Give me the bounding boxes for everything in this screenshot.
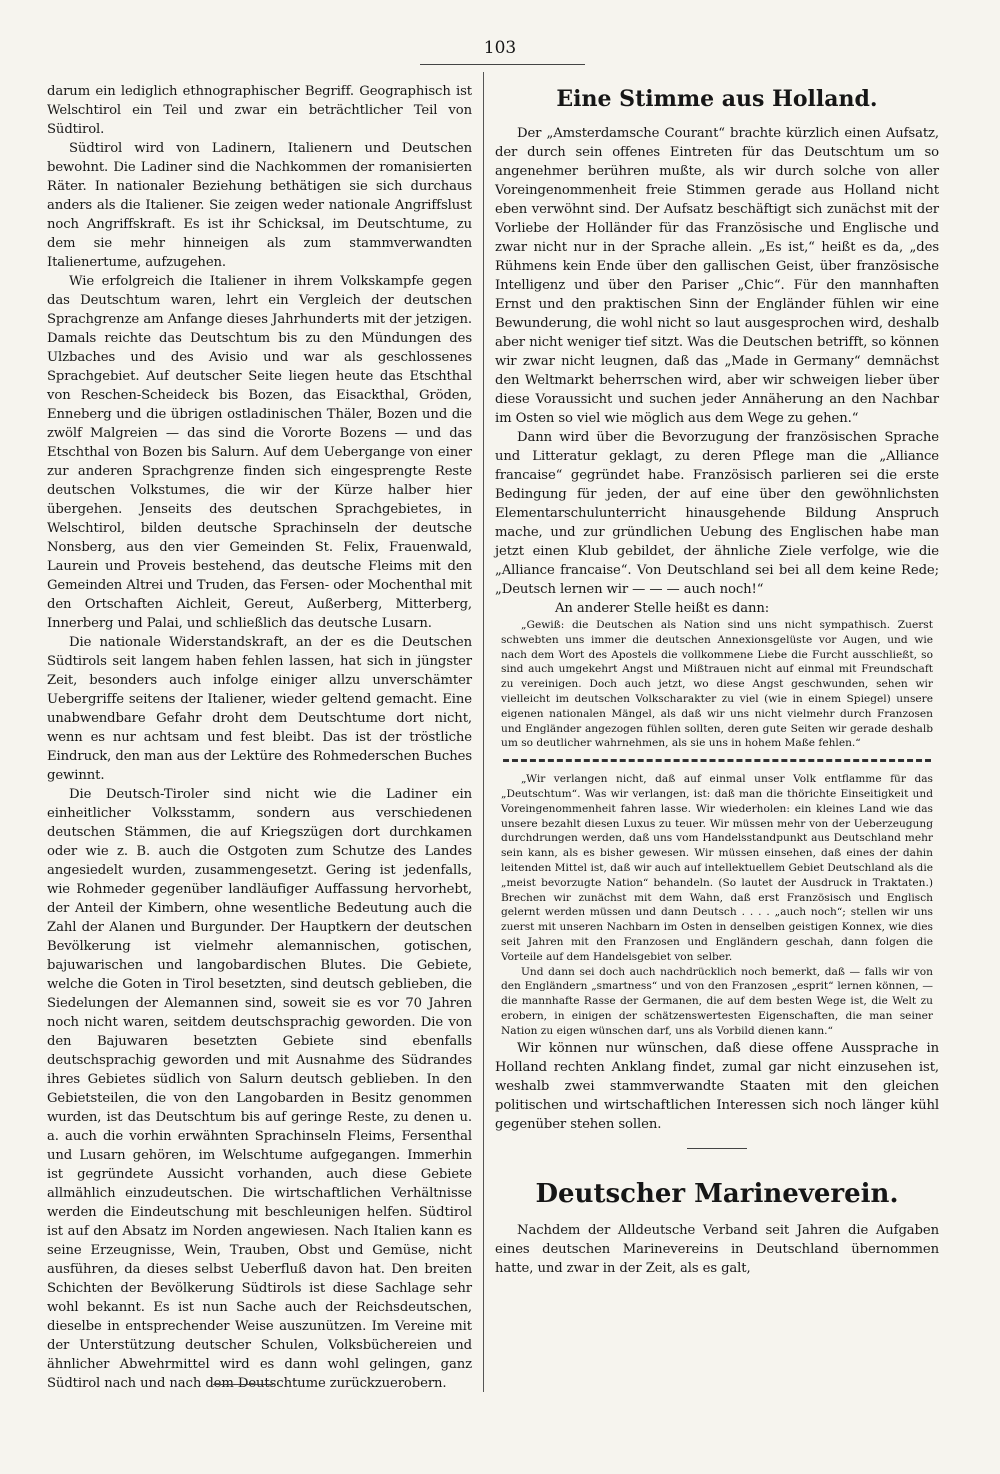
holland-closing-paragraph: Wir können nur wünschen, daß diese offene Aussprache in Holland rechten Anklang findet, zumal gar nicht einzusehen ist, weshalb zwei stammverwandte Staaten mit den gleichen politischen und wirtschaftlichen Interessen sich noch länger kühl gegenüber stehen sollen. <box>495 1040 939 1132</box>
right-column <box>495 82 939 1402</box>
section-end-rule <box>687 1148 747 1149</box>
holland-quote-2b: Und dann sei doch auch nachdrücklich noch bemerkt, daß — falls wir von den Engländern „smartness“ und von den Franzosen „esprit“ lernen können, — die mannhafte Rasse der Germanen, die auf dem besten Wege ist, die Welt zu erobern, in einigen der schätzenswertesten Eigenschaften, die man seiner Nation zu eigen wünschen darf, uns als Vorbild dienen kann.“ <box>501 965 933 1037</box>
left-paragraph-3: Wie erfolgreich die Italiener in ihrem Volkskampfe gegen das Deutschtum waren, lehrt ein Vergleich der deutschen Sprachgrenze am Anfange dieses Jahrhunderts mit der jetzigen. Damals reichte das Deutschtum bis zu den Mündungen des Ulzbaches und des Avisio und war als geschlossenes Sprachgebiet. Auf deutscher Seite liegen heute das Etschthal von Reschen-Scheideck bis Bozen, das Eisackthal, Gröden, Enneberg und die übrigen ostladinischen Thäler, Bozen und die zwölf Malgreien — das sind die Vororte Bozens — und das Etschthal von Bozen bis Salurn. Auf dem Uebergange von einer zur anderen Sprachgrenze finden sich eingesprengte Reste deutschen Volkstumes, die wir der Kürze halber hier übergehen. Jenseits des deutschen Sprachgebietes, in Welschtirol, bilden deutsche Sprachinseln der deutsche Nonsberg, aus den vier Gemeinden St. Felix, Frauenwald, Laurein und Proveis bestehend, das deutsche Fleims mit den Gemeinden Altrei und Truden, das Fersen- oder Mochenthal mit den Ortschaften Aichleit, Gereut, Außerberg, Mitterberg, Innerberg und Palai, und schließlich das deutsche Lusarn. <box>47 274 472 631</box>
left-paragraph-5: Die Deutsch-Tiroler sind nicht wie die Ladiner ein einheitlicher Volksstamm, sondern aus verschiedenen deutschen Stämmen, die auf Kriegszügen dort durchkamen oder wie z. B. auch die Ostgoten zum Schutze des Landes angesiedelt wurden, zusammengesetzt. Gering ist jedenfalls, wie Rohmeder gegenüber landläufiger Auffassung hervorhebt, der Anteil der Kimbern, ohne wesentliche Bedeutung auch die Zahl der Alanen und Burgunder. Der Hauptkern der deutschen Bevölkerung ist vielmehr alemannischen, gotischen, bajuwarischen und langobardischen Blutes. Die Gebiete, welche die Goten in Tirol besetzten, sind deutsch geblieben, die Siedelungen der Alemannen sind, soweit sie es vor 70 Jahren noch nicht waren, seitdem deutschsprachig geworden. Die von den Bajuwaren besetzten Gebiete sind ebenfalls deutschsprachig geworden und mit Ausnahme des Südrandes ihres Gebietes südlich von Salurn deutsch geblieben. In den Gebietsteilen, die von den Langobarden in Besitz genommen wurden, ist das Deutschtum bis auf geringe Reste, zu denen u. a. auch die vorhin erwähnten Sprachinseln Fleims, Fersenthal und Lusarn gehören, im Welschtume aufgegangen. Immerhin ist gegründete Aussicht vorhanden, auch diese Gebiete allmählich einzudeutschen. Die wirtschaftlichen Verhältnisse werden die Eindeutschung mit beschleunigen helfen. Südtirol ist auf den Absatz im Norden angewiesen. Nach Italien kann es seine Erzeugnisse, Wein, Trauben, Obst und Gemüse, nicht ausführen, da dieses selbst Ueberfluß davon hat. Den breiten Schichten der Bevölkerung Südtirols ist diese Sachlage sehr wohl bekannt. Es ist nun Sache auch der Reichsdeutschen, dieselbe in entsprechender Weise auszunützen. Im Vereine mit der Unterstützung deutscher Schulen, Volksbüchereien und ähnlicher Abwehrmittel wird es dann wohl gelingen, ganz Südtirol nach und nach dem Deutschtume zurückzuerobern. <box>47 787 472 1391</box>
section-title-marineverein: Deutscher Marineverein. <box>535 1178 899 1209</box>
holland-quote-intro: An anderer Stelle heißt es dann: <box>555 601 770 616</box>
holland-quote-1: „Gewiß: die Deutschen als Nation sind uns nicht sympathisch. Zuerst schwebten uns immer die deutschen Annexionsgelüste vor Augen, und wie nach dem Wort des Apostels die vollkommene Liebe die Furcht ausschließt, so sind auch umgekehrt Angst und Mißtrauen nicht auf einmal mit Freundschaft zu vereinigen. Doch auch jetzt, wo diese Angst geschwunden, sehen wir vielleicht im deutschen Volkscharakter zu viel (wie in einem Spiegel) unsere eigenen nationalen Mängel, als daß wir uns nicht vielmehr durch Franzosen und Engländer angezogen fühlen sollten, deren gute Seiten wir gerade deshalb um so deutlicher wahrnehmen, als sie uns in hohem Maße fehlen.“ <box>501 619 933 750</box>
column-divider <box>483 72 484 1392</box>
section-title-holland: Eine Stimme aus Holland. <box>556 86 878 112</box>
holland-paragraph-1: Der „Amsterdamsche Courant“ brachte kürzlich einen Aufsatz, der durch sein offenes Eintreten für das Deutschtum um so angenehmer berühren mußte, als wir durch solche von aller Voreingenommenheit freie Stimmen gerade aus Holland nicht eben verwöhnt sind. Der Aufsatz beschäftigt sich zunächst mit der Vorliebe der Holländer für das Französische und Englische und zwar nicht nur in der Sprache allein. „Es ist,“ heißt es da, „des Rühmens kein Ende über den gallischen Geist, über französische Intelligenz und über den Pariser „Chic“. Für den mannhaften Ernst und den praktischen Sinn der Engländer fühlen wir eine Bewunderung, die wohl nicht so laut ausgesprochen wird, deshalb aber nicht weniger tief sitzt. Was die Deutschen betrifft, so können wir zwar nicht leugnen, daß das „Made in Germany“ demnächst den Weltmarkt beherrschen wird, aber wir schweigen lieber über diese Voraussicht und suchen jeder Annäherung an den Nachbar im Osten so viel wie möglich aus dem Wege zu gehen.“ <box>495 126 939 426</box>
left-column-end-rule <box>213 1384 273 1385</box>
left-paragraph-4: Die nationale Widerstandskraft, an der es die Deutschen Südtirols seit langem haben fehlen lassen, hat sich in jüngster Zeit, besonders auch infolge einiger allzu unverschämter Uebergriffe seitens der Italiener, wieder geltend gemacht. Eine unabwendbare Gefahr droht dem Deutschtume dort nicht, wenn es nur achtsam und fest bleibt. Das ist der tröstliche Eindruck, den man aus der Lektüre des Rohmederschen Buches gewinnt. <box>47 635 472 783</box>
marineverein-paragraph: Nachdem der Alldeutsche Verband seit Jahren die Aufgaben eines deutschen Marinevereins in Deutschland übernommen hatte, und zwar in der Zeit, als es galt, <box>495 1222 939 1276</box>
left-column <box>47 82 472 1391</box>
left-paragraph-1: darum ein lediglich ethnographischer Begriff. Geographisch ist Welschtirol ein Teil und zwar ein beträchtlicher Teil von Südtirol. <box>47 84 472 137</box>
dashed-separator <box>503 759 931 762</box>
holland-paragraph-2: Dann wird über die Bevorzugung der französischen Sprache und Litteratur geklagt, zu deren Pflege man die „Alliance francaise“ gegründet habe. Französisch parlieren sei die erste Bedingung für jeden, der auf eine über den gewöhnlichsten Elementarschulunterricht hinausgehende Bildung Anspruch mache, und zur gründlichen Uebung des Englischen habe man jetzt einen Klub gebildet, der ähnliche Ziele verfolge, wie die „Alliance francaise“. Von Deutschland sei bei all dem keine Rede; „Deutsch lernen wir — — — auch noch!“ <box>495 430 939 597</box>
left-paragraph-2: Südtirol wird von Ladinern, Italienern und Deutschen bewohnt. Die Ladiner sind die Nachkommen der romanisierten Räter. In nationaler Beziehung bethätigen sie sich durchaus anders als die Italiener. Sie zeigen weder nationale Angriffslust noch Angriffskraft. Es ist ihr Schicksal, im Deutschtume, zu dem sie mehr hinneigen als zum stammverwandten Italienertume, aufzugehen. <box>47 141 472 270</box>
page-number-text: 103 <box>483 38 517 58</box>
holland-quote-2a: „Wir verlangen nicht, daß auf einmal unser Volk entflamme für das „Deutschtum“. Was wir verlangen, ist: daß man die thörichte Einseitigkeit und Voreingenommenheit fahren lasse. Wir wiederholen: ein kleines Land wie das unsere bezahlt diesen Luxus zu teuer. Wir müssen mehr von der Ueberzeugung durchdrungen werden, daß uns vom Handelsstandpunkt aus Deutschland mehr sein kann, als es bisher gewesen. Wir müssen einsehen, daß eines der dahin leitenden Mittel ist, daß wir auch auf intellektuellem Gebiet Deutschland als die „meist bevorzugte Nation“ behandeln. (So lautet der Ausdruck in Traktaten.) Brechen wir zunächst mit dem Wahn, daß erst Französisch und Englisch gelernt werden müssen und dann Deutsch . . . . „auch noch“; stellen wir uns zuerst mit unseren Nachbarn im Osten in denselben geistigen Konnex, wie dies seit Jahren mit den Franzosen und Engländern geschah, dann folgen die Vorteile auf dem Handelsgebiet von selber. <box>501 773 933 963</box>
page-number-rule <box>420 64 585 65</box>
